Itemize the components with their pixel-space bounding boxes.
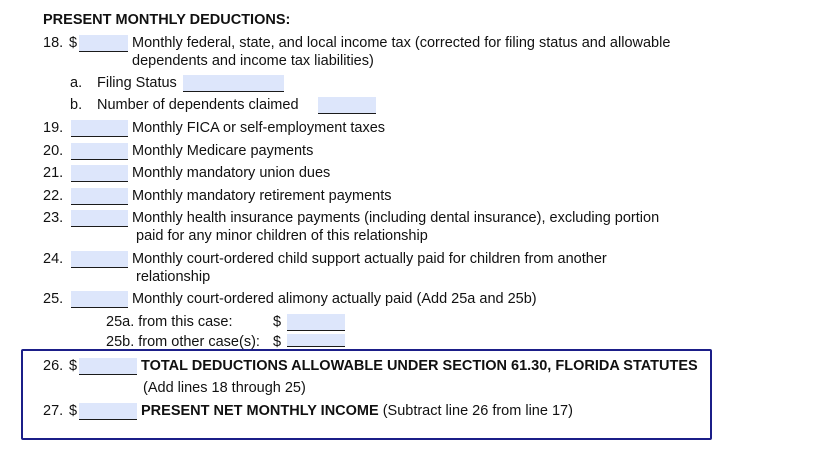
- line-19-number: 19.: [43, 120, 64, 136]
- line-26-number: 26.: [43, 358, 64, 374]
- line-18a-label: Filing Status: [97, 75, 177, 91]
- line-18-number: 18.: [43, 35, 64, 51]
- line-21-label: Monthly mandatory union dues: [132, 165, 331, 181]
- line-21-amount-field[interactable]: [71, 165, 128, 182]
- line-25-label: Monthly court-ordered alimony actually paid (Add 25a and 25b): [132, 291, 537, 307]
- filing-status-field[interactable]: [183, 75, 284, 92]
- line-23-label: Monthly health insurance payments (including dental insurance), excluding portion: [132, 210, 660, 226]
- line-25b-amount-field[interactable]: [287, 334, 345, 347]
- dependents-claimed-field[interactable]: [318, 97, 376, 114]
- line-27-label: [141, 402, 573, 420]
- line-27-label-bold: PRESENT NET MONTHLY INCOME: [141, 403, 379, 419]
- line-20-label: Monthly Medicare payments: [132, 143, 314, 159]
- line-18b-label: Number of dependents claimed: [97, 97, 299, 113]
- line-20-amount-field[interactable]: [71, 143, 128, 160]
- line-18-dollar: $: [69, 35, 78, 51]
- line-26-dollar: $: [69, 358, 78, 374]
- line-25a-label: 25a. from this case:: [106, 314, 233, 330]
- line-21-number: 21.: [43, 165, 64, 181]
- line-20-number: 20.: [43, 143, 64, 159]
- line-27-label-rest: (Subtract line 26 from line 17): [378, 403, 573, 419]
- line-25-number: 25.: [43, 291, 64, 307]
- line-23-number: 23.: [43, 210, 64, 226]
- line-22-label: Monthly mandatory retirement payments: [132, 188, 392, 204]
- line-18b-letter: b.: [70, 97, 83, 113]
- line-24-number: 24.: [43, 251, 64, 267]
- line-23-amount-field[interactable]: [71, 210, 128, 227]
- line-24-amount-field[interactable]: [71, 251, 128, 268]
- line-19-label: Monthly FICA or self-employment taxes: [132, 120, 386, 136]
- line-27-amount-field[interactable]: [79, 403, 137, 420]
- line-27-dollar: $: [69, 403, 78, 419]
- line-22-amount-field[interactable]: [71, 188, 128, 205]
- line-18-amount-field[interactable]: [79, 35, 128, 52]
- line-27-number: 27.: [43, 403, 64, 419]
- line-26-label: TOTAL DEDUCTIONS ALLOWABLE UNDER SECTION 61.30, FLORIDA STATUTES: [141, 358, 698, 374]
- line-23-label-cont: paid for any minor children of this relationship: [136, 228, 428, 244]
- line-25-amount-field[interactable]: [71, 291, 128, 308]
- line-24-label: Monthly court-ordered child support actually paid for children from another: [132, 251, 607, 267]
- line-26-label-cont: (Add lines 18 through 25): [143, 380, 306, 396]
- line-18a-letter: a.: [70, 75, 83, 91]
- line-18-label-cont: dependents and income tax liabilities): [132, 53, 374, 69]
- line-25b-label: 25b. from other case(s):: [106, 334, 260, 350]
- line-18-label: Monthly federal, state, and local income tax (corrected for filing status and allowable: [132, 35, 671, 51]
- line-25b-dollar: $: [273, 334, 282, 350]
- line-24-label-cont: relationship: [136, 269, 211, 285]
- line-25a-amount-field[interactable]: [287, 314, 345, 331]
- section-heading: PRESENT MONTHLY DEDUCTIONS:: [43, 12, 291, 28]
- line-22-number: 22.: [43, 188, 64, 204]
- line-25a-dollar: $: [273, 314, 282, 330]
- line-26-amount-field[interactable]: [79, 358, 137, 375]
- line-19-amount-field[interactable]: [71, 120, 128, 137]
